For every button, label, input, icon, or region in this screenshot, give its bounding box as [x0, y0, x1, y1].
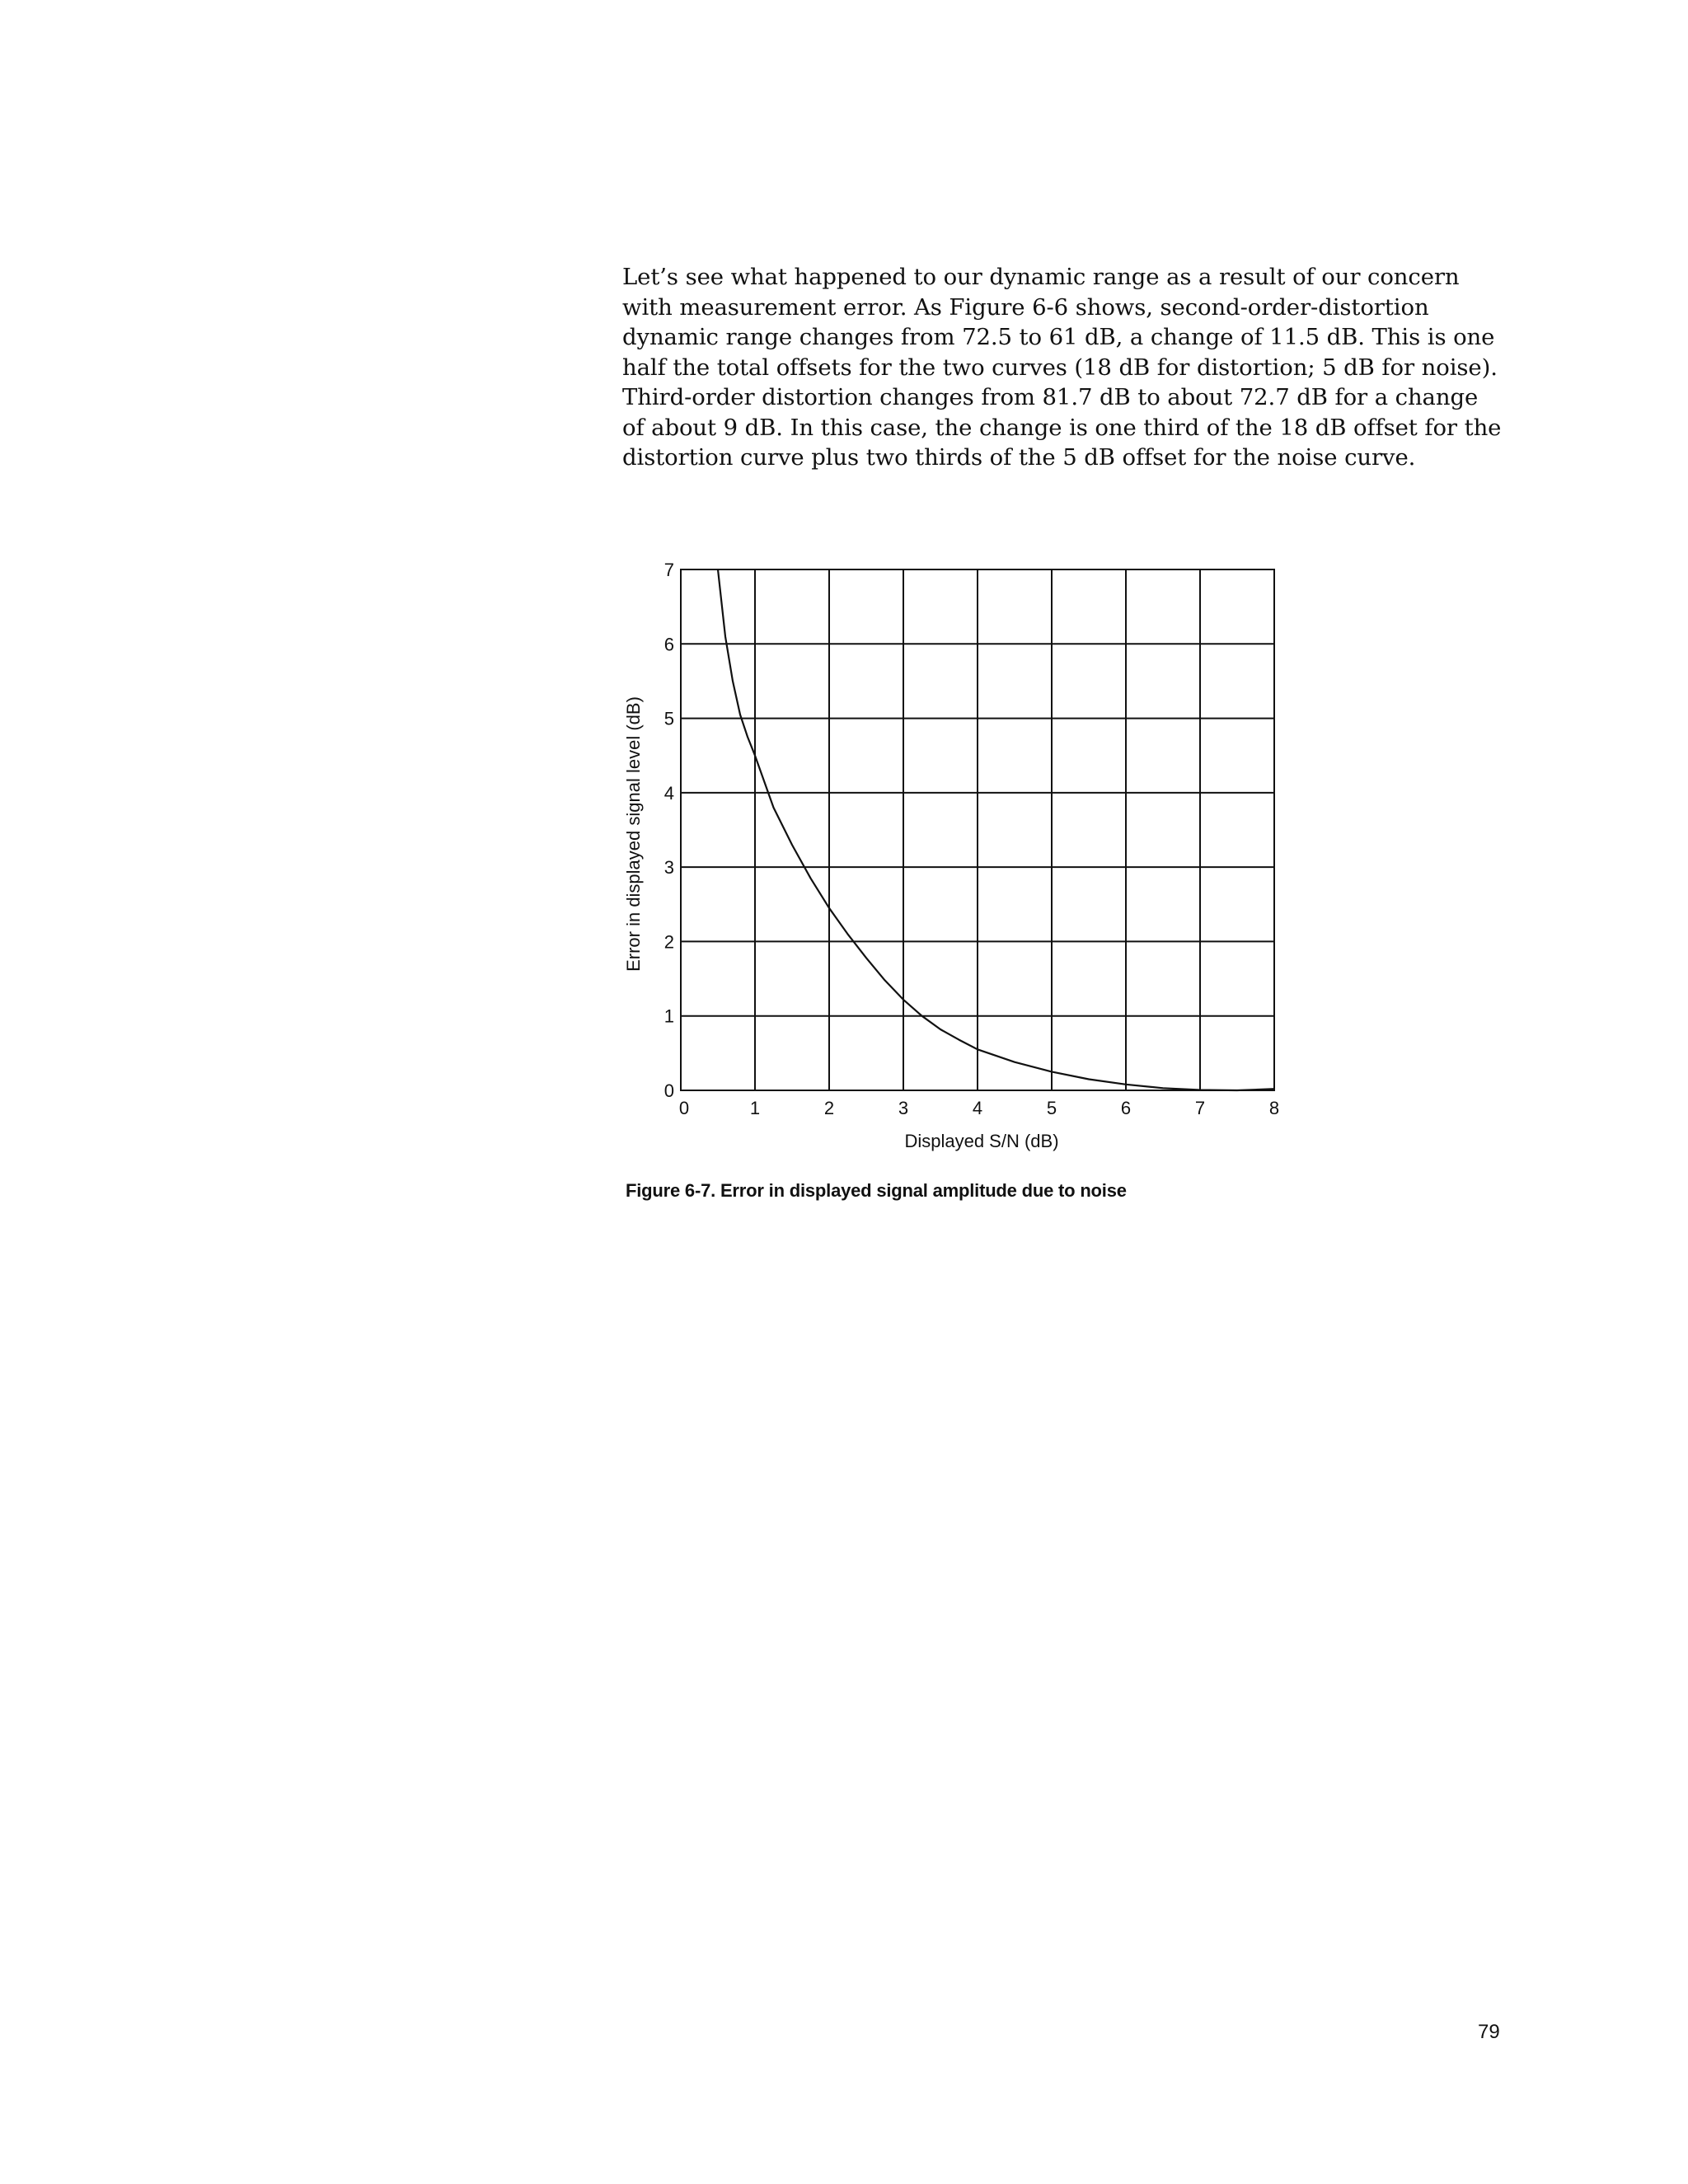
x-tick-label: 5: [1046, 1098, 1057, 1118]
x-axis-label: Displayed S/N (dB): [904, 1131, 1059, 1151]
y-tick-label: 1: [663, 1005, 674, 1027]
x-tick-label: 8: [1268, 1098, 1280, 1118]
paragraph-line: Let’s see what happened to our dynamic range as a result of our concern: [622, 264, 1460, 290]
paragraph-line: distortion curve plus two thirds of the 5 dB offset for the noise curve.: [622, 444, 1416, 471]
y-tick-label: 2: [663, 931, 674, 953]
paragraph-line: dynamic range changes from 72.5 to 61 dB, a change of 11.5 dB. This is one: [622, 324, 1495, 350]
y-tick-label: 0: [663, 1080, 674, 1101]
y-tick-label: 6: [663, 634, 674, 655]
x-tick-label: 1: [749, 1098, 761, 1118]
y-axis-label: Error in displayed signal level (dB): [623, 696, 644, 972]
paragraph-line: of about 9 dB. In this case, the change is one third of the 18 dB offset for the: [622, 414, 1502, 441]
paragraph-line: Third-order distortion changes from 81.7 dB to about 72.7 dB for a change: [622, 384, 1479, 410]
x-tick-label: 0: [678, 1098, 690, 1118]
x-tick-label: 7: [1194, 1098, 1206, 1118]
error-curve: [718, 569, 1274, 1090]
paragraph-line: half the total offsets for the two curves (18 dB for distortion; 5 dB for noise).: [622, 354, 1498, 381]
paragraph-line: with measurement error. As Figure 6-6 shows, second-order-distortion: [622, 293, 1429, 321]
y-tick-label: 7: [663, 560, 674, 580]
x-tick-label: 2: [823, 1098, 835, 1118]
x-tick-label: 6: [1120, 1098, 1132, 1118]
x-tick-label: 4: [972, 1098, 983, 1118]
y-tick-label: 4: [663, 782, 674, 804]
y-tick-label: 5: [663, 708, 674, 729]
figure-caption: Figure 6-7. Error in displayed signal amplitude due to noise: [626, 1180, 1127, 1201]
x-tick-label: 3: [898, 1098, 909, 1118]
y-tick-label: 3: [663, 857, 674, 879]
page-number: 79: [1478, 2021, 1500, 2043]
